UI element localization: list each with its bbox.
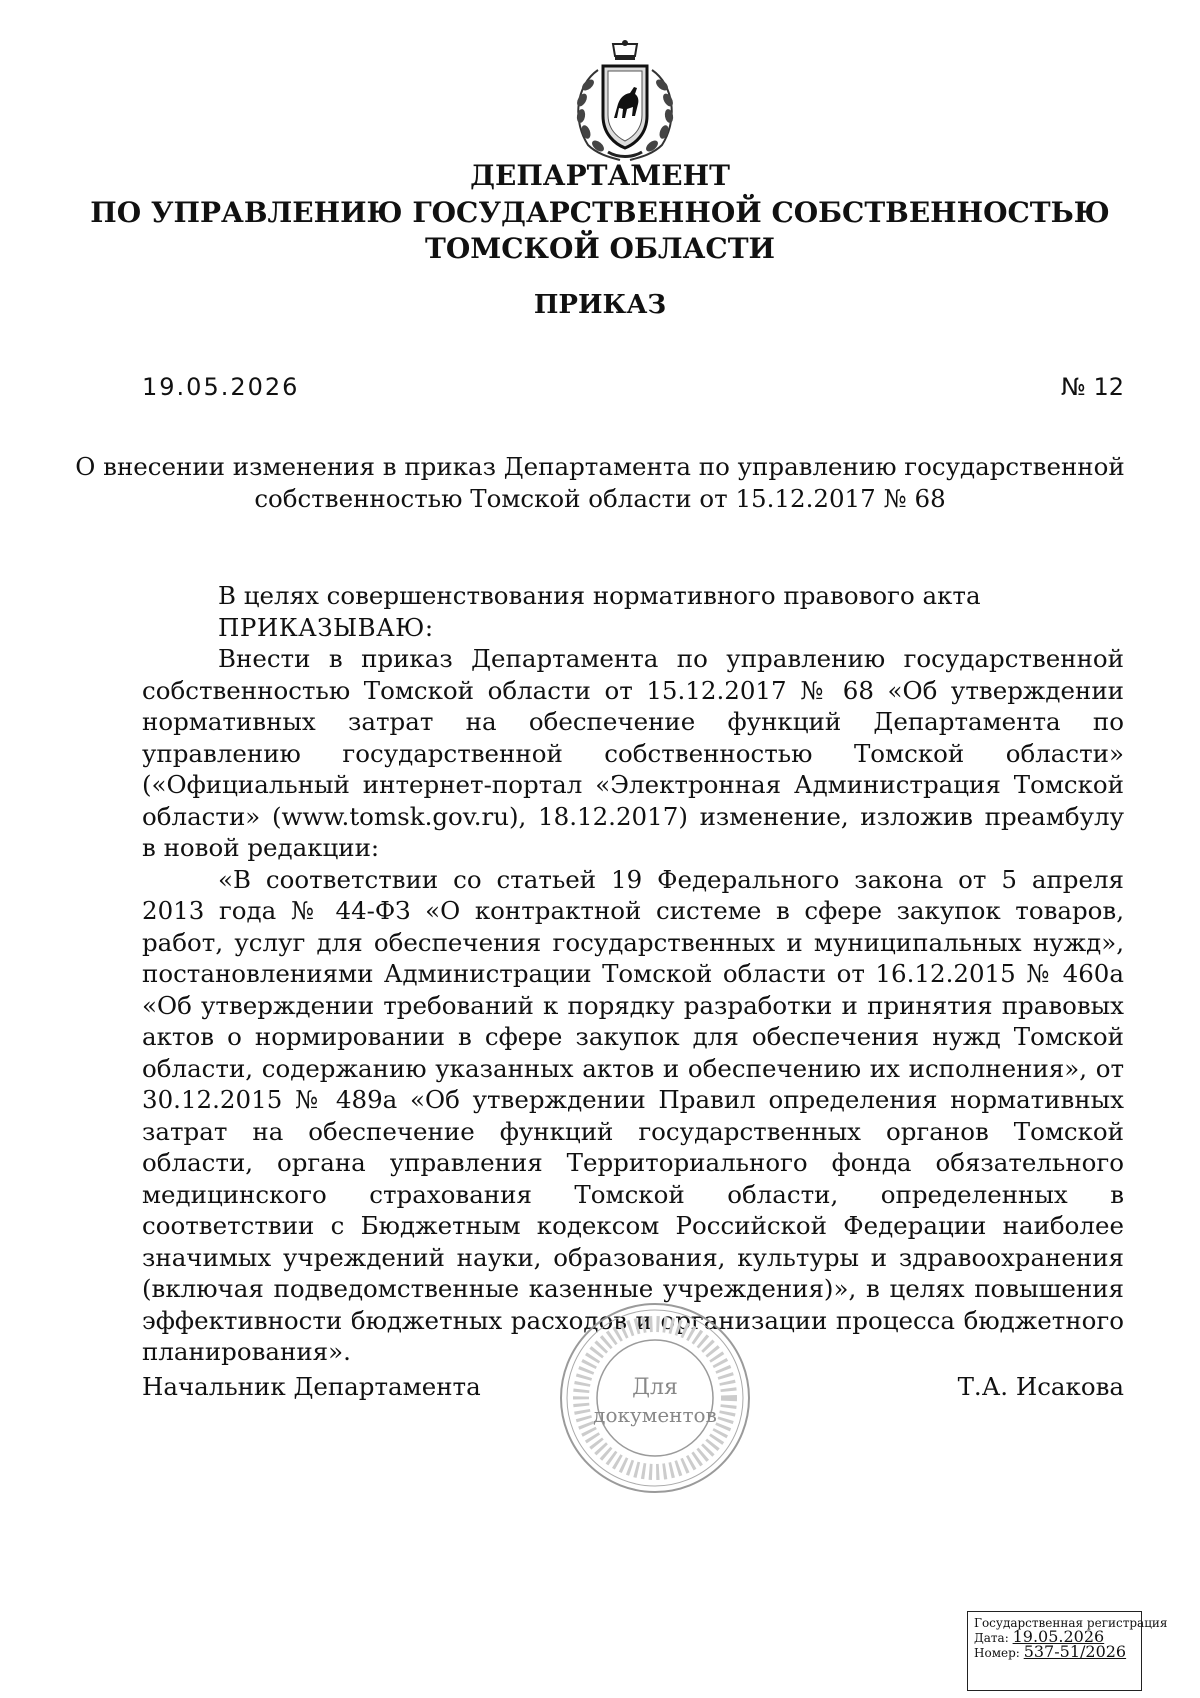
seal-text-line1: Для (632, 1375, 678, 1400)
subject-line2: собственностью Томской области от 15.12.2017 № 68 (254, 484, 946, 513)
body-paragraph-preamble: «В соответствии со статьей 19 Федерального закона от 5 апреля 2013 года № 44-ФЗ «О контрактной системе в сфере закупок товаров, работ, услуг для обеспечения государственных и муниципальных нужд», постановлениями Администрации Томской области от 16.12.2015 № 460а «Об утверждении требований к порядку разработки и принятия правовых актов о нормировании в сфере закупок для обеспечения нужд Томской области, содержанию указанных актов и обеспечению их исполнения», от 30.12.2015 № 489а «Об утверждении Правил определения нормативных затрат на обеспечение функций государственных органов Томской области, органа управления Территориального фонда обязательного медицинского страхования Томской области, определенных в соответствии с Бюджетным кодексом Российской Федерации наиболее значимых учреждений науки, образования, культуры и здравоохранения (включая подведомственные казенные учреждения)», в целях повышения эффективности бюджетных расходов и организации процесса бюджетного планирования». (142, 864, 1124, 1366)
registration-number-label: Номер: (974, 1646, 1020, 1660)
signatory-position: Начальник Департамента (142, 1372, 481, 1401)
official-seal-stamp (555, 1298, 755, 1498)
signatory-name: Т.А. Исакова (957, 1372, 1124, 1401)
registration-date-label: Дата: (974, 1631, 1009, 1645)
document-type-title: ПРИКАЗ (533, 290, 667, 320)
registration-number-value: 537-51/2026 (1023, 1642, 1127, 1661)
body-paragraph-amendment: Внести в приказ Департамента по управлению государственной собственностью Томской области от 15.12.2017 № 68 «Об утверждении нормативных затрат на обеспечение функций Департамента по управлению государственной собственностью Томской области» («Официальный интернет-портал «Электронная Администрация Томской области» (www.tomsk.gov.ru), 18.12.2017) изменение, изложив преамбулу в новой редакции: (142, 644, 1124, 862)
document-body (142, 580, 1124, 1368)
document-date: 19.05.2026 (142, 373, 300, 401)
coat-of-arms-emblem (558, 40, 692, 164)
department-title-line1: ДЕПАРТАМЕНТ (470, 159, 730, 192)
registration-title: Государственная регистрация (974, 1616, 1168, 1630)
body-paragraph-purpose: В целях совершенствования нормативного правового акта (218, 581, 981, 610)
department-title-line3: ТОМСКОЙ ОБЛАСТИ (424, 232, 776, 265)
body-order-word: ПРИКАЗЫВАЮ: (218, 612, 434, 642)
department-title-line2: ПО УПРАВЛЕНИЮ ГОСУДАРСТВЕННОЙ СОБСТВЕННОСТЬЮ (90, 196, 1110, 229)
subject-line1: О внесении изменения в приказ Департамента по управлению государственной (75, 452, 1125, 481)
registration-date-value: 19.05.2026 (1012, 1627, 1105, 1646)
state-registration-box (967, 1611, 1168, 1691)
document-number: № 12 (1060, 373, 1124, 401)
seal-text-line2: документов (593, 1403, 717, 1427)
